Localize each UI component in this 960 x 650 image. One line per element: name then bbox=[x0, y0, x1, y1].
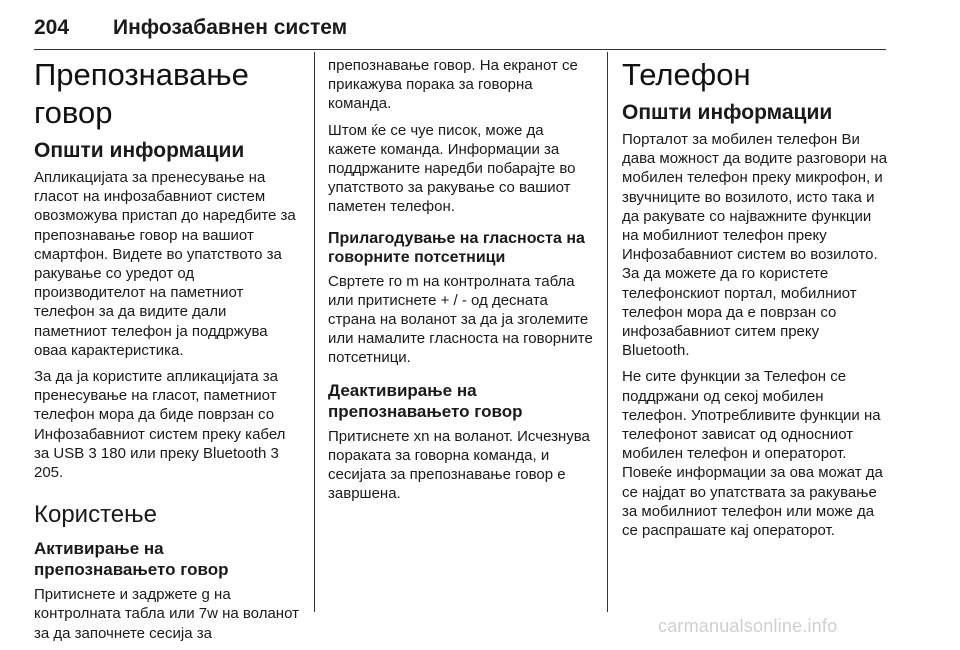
paragraph: Порталот за мобилен телефон Ви дава можност да водите разговори на мобилен телефон преку микрофон, и звучниците во возилото, исто така и да ракувате со најважните функции на мобилниот телефон преку Инфозабавниот систем во возилото. За да можете да го користете телефонскиот портал, мобилниот телефон мора да е поврзан со инфозабавниот ситем преку Bluetooth. bbox=[622, 131, 888, 360]
paragraph: Штом ќе се чуе писок, може да кажете команда. Информации за поддржаните наредби побарајте во упатството за ракување со вашиот паметен телефон. bbox=[328, 121, 576, 216]
column-divider-2 bbox=[607, 52, 608, 612]
column-divider-1 bbox=[314, 52, 315, 612]
column-3 bbox=[622, 56, 888, 547]
chapter-title: Инфозабавнен систем bbox=[113, 16, 348, 39]
header-rule bbox=[34, 49, 886, 50]
watermark: carmanualsonline.info bbox=[658, 616, 838, 636]
paragraph: Притиснете и задржете g на контролната табла или 7w на воланот за да започнете сесија за bbox=[34, 586, 299, 642]
subsection-heading-general: Општи информации bbox=[34, 139, 245, 162]
column-2 bbox=[328, 56, 594, 510]
page-number: 204 bbox=[34, 16, 70, 39]
section-heading-phone: Телефон bbox=[622, 57, 751, 92]
topic-heading-deactivate: Деактивирање на препознавањето говор bbox=[328, 380, 523, 421]
section-heading-voice-recognition: Препознавање говор bbox=[34, 57, 249, 130]
subsection-heading-usage: Користење bbox=[34, 501, 157, 529]
paragraph: Свртете го m на контролната табла или притиснете + / - од десната страна на воланот за да ја зголемите или намалите гласноста на говорните потсетници. bbox=[328, 272, 593, 367]
paragraph: Притиснете xn на воланот. Исчезнува пораката за говорна команда, и сесијата за препознавање говор е завршена. bbox=[328, 427, 590, 503]
topic-heading-adjust-volume: Прилагодување на гласноста на говорните потсетници bbox=[328, 229, 585, 266]
column-1 bbox=[34, 56, 302, 650]
topic-heading-activate: Активирање на препознавањето говор bbox=[34, 539, 229, 580]
subsection-heading-general: Општи информации bbox=[622, 101, 833, 124]
paragraph: Апликацијата за пренесување на гласот на инфозабавниот систем овозможува пристап до наредбите за препознавање говор на вашиот смартфон. Видете во упатството за ракување со уредот од производителот на паметниот телефон за да видите дали паметниот телефон ја поддржува оваа карактеристика. bbox=[34, 169, 296, 359]
paragraph: Не сите функции за Телефон се поддржани од секој мобилен телефон. Употребливите функции на телефонот зависат од односниот мобилен телефон и операторот. Повеќе информации за ова можат да се најдат во упатствата за ракување за мобилниот телефон или може да се распрашате кај операторот. bbox=[622, 368, 883, 540]
paragraph: препознавање говор. На екранот се прикажува порака за говорна команда. bbox=[328, 57, 578, 113]
paragraph: За да ја користите апликацијата за пренесување на гласот, паметниот телефон мора да биде поврзан со Инфозабавниот систем преку кабел за USB 3 180 или преку Bluetooth 3 205. bbox=[34, 368, 286, 482]
page-header bbox=[34, 14, 886, 52]
